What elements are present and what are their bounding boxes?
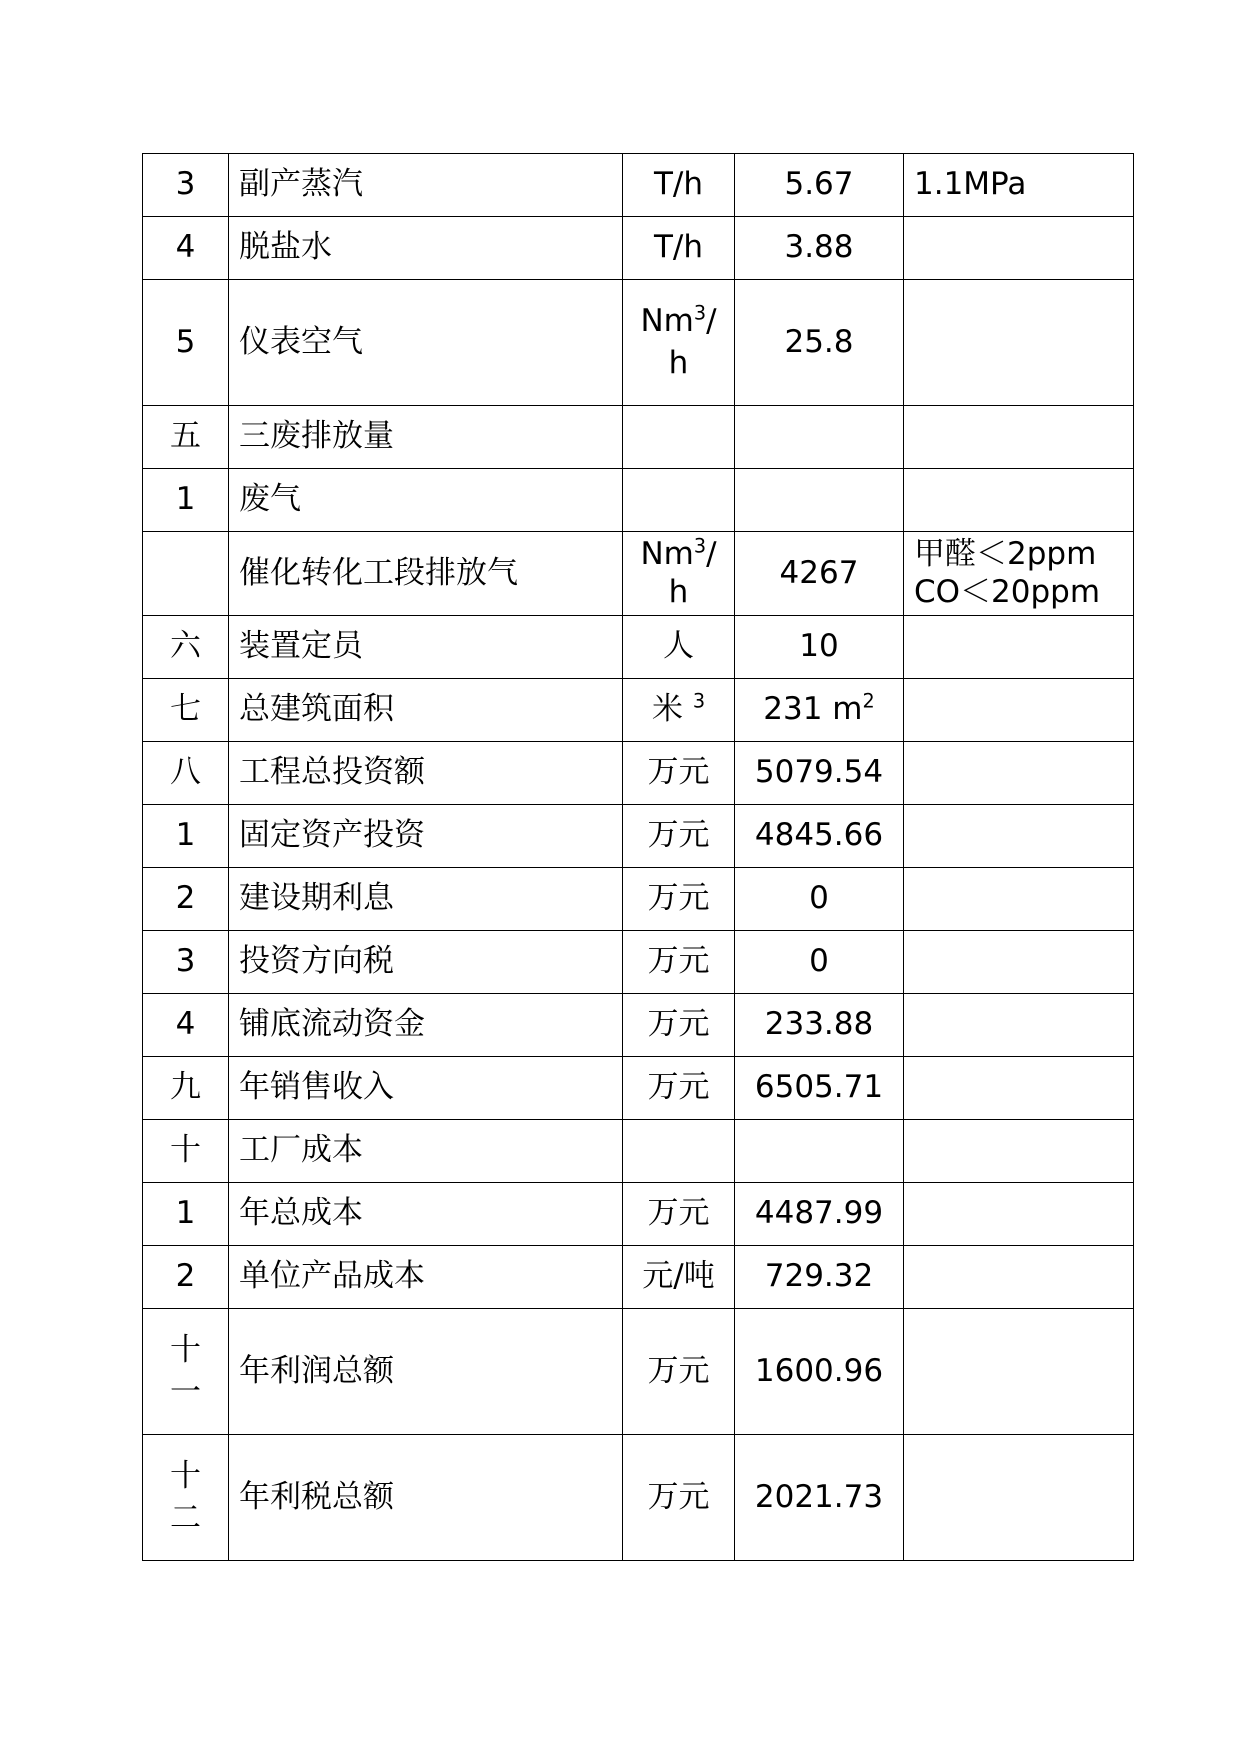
unit-base: 米 xyxy=(651,691,683,728)
item-name: 建设期利息 xyxy=(229,868,623,931)
item-name: 单位产品成本 xyxy=(229,1246,623,1309)
item-name: 年利税总额 xyxy=(229,1435,623,1561)
row-number: 3 xyxy=(143,154,229,217)
row-number: 2 xyxy=(143,868,229,931)
item-unit: 元/吨 xyxy=(623,1246,735,1309)
unit-superscript: 3 xyxy=(693,534,707,558)
item-value xyxy=(735,679,904,742)
item-unit: 万元 xyxy=(623,1183,735,1246)
table-row xyxy=(143,406,1134,469)
item-name: 催化转化工段排放气 xyxy=(229,532,623,616)
item-note xyxy=(904,994,1134,1057)
item-unit: 万元 xyxy=(623,1309,735,1435)
item-unit xyxy=(623,469,735,532)
row-number: 六 xyxy=(143,616,229,679)
unit-superscript: 3 xyxy=(692,689,706,713)
item-note xyxy=(904,616,1134,679)
table-row xyxy=(143,742,1134,805)
item-unit xyxy=(623,679,735,742)
table-row xyxy=(143,994,1134,1057)
item-unit xyxy=(623,280,735,406)
row-number: 十 xyxy=(143,1120,229,1183)
item-value: 4845.66 xyxy=(735,805,904,868)
table-row xyxy=(143,469,1134,532)
table-row xyxy=(143,1183,1134,1246)
item-value xyxy=(735,469,904,532)
note-line-2: CO＜20ppm xyxy=(914,573,1101,610)
summary-table xyxy=(142,153,1134,1561)
item-note: 1.1MPa xyxy=(904,154,1134,217)
row-number xyxy=(143,1435,229,1561)
row-number: 五 xyxy=(143,406,229,469)
row-number xyxy=(143,1309,229,1435)
table-row xyxy=(143,532,1134,616)
item-unit xyxy=(623,532,735,616)
table-row xyxy=(143,616,1134,679)
item-note xyxy=(904,805,1134,868)
row-number: 七 xyxy=(143,679,229,742)
item-name: 年销售收入 xyxy=(229,1057,623,1120)
table-row xyxy=(143,1309,1134,1435)
value-base: 231 m xyxy=(763,691,863,728)
row-number-line-2: 二 xyxy=(170,1499,201,1536)
item-name: 工厂成本 xyxy=(229,1120,623,1183)
item-unit: T/h xyxy=(623,217,735,280)
item-note xyxy=(904,1057,1134,1120)
item-value: 2021.73 xyxy=(735,1435,904,1561)
item-unit: 万元 xyxy=(623,1435,735,1561)
unit-superscript: 3 xyxy=(693,301,707,325)
item-name: 工程总投资额 xyxy=(229,742,623,805)
item-name: 三废排放量 xyxy=(229,406,623,469)
item-value: 4267 xyxy=(735,532,904,616)
item-note xyxy=(904,532,1134,616)
row-number xyxy=(143,532,229,616)
table-row xyxy=(143,1057,1134,1120)
table-row xyxy=(143,154,1134,217)
item-unit: T/h xyxy=(623,154,735,217)
item-name: 脱盐水 xyxy=(229,217,623,280)
unit-line-2: h xyxy=(668,344,689,381)
item-value xyxy=(735,406,904,469)
item-value: 0 xyxy=(735,868,904,931)
table-row xyxy=(143,679,1134,742)
item-name: 固定资产投资 xyxy=(229,805,623,868)
item-note xyxy=(904,217,1134,280)
item-unit xyxy=(623,1120,735,1183)
unit-base: Nm xyxy=(640,536,694,573)
row-number: 1 xyxy=(143,1183,229,1246)
item-note xyxy=(904,1435,1134,1561)
item-note xyxy=(904,679,1134,742)
value-superscript: 2 xyxy=(862,689,875,713)
row-number-line-2: 一 xyxy=(170,1373,201,1410)
item-unit xyxy=(623,406,735,469)
item-value: 729.32 xyxy=(735,1246,904,1309)
unit-line-2: h xyxy=(668,573,689,610)
table-row xyxy=(143,1120,1134,1183)
row-number: 1 xyxy=(143,805,229,868)
table-row xyxy=(143,868,1134,931)
item-value: 4487.99 xyxy=(735,1183,904,1246)
item-note xyxy=(904,1309,1134,1435)
item-name: 装置定员 xyxy=(229,616,623,679)
item-unit: 人 xyxy=(623,616,735,679)
unit-base: Nm xyxy=(640,302,694,339)
item-note xyxy=(904,1183,1134,1246)
item-note xyxy=(904,1246,1134,1309)
note-line-1: 甲醛＜2ppm xyxy=(914,536,1097,573)
item-value: 6505.71 xyxy=(735,1057,904,1120)
item-name: 副产蒸汽 xyxy=(229,154,623,217)
item-value: 0 xyxy=(735,931,904,994)
unit-tail: / xyxy=(706,536,717,573)
item-name: 铺底流动资金 xyxy=(229,994,623,1057)
item-value xyxy=(735,1120,904,1183)
item-note xyxy=(904,1120,1134,1183)
item-name: 总建筑面积 xyxy=(229,679,623,742)
table-row xyxy=(143,217,1134,280)
row-number: 2 xyxy=(143,1246,229,1309)
item-name: 年总成本 xyxy=(229,1183,623,1246)
row-number: 1 xyxy=(143,469,229,532)
item-name: 年利润总额 xyxy=(229,1309,623,1435)
unit-line-1 xyxy=(623,536,734,573)
item-unit: 万元 xyxy=(623,931,735,994)
item-note xyxy=(904,868,1134,931)
item-note xyxy=(904,469,1134,532)
row-number: 5 xyxy=(143,280,229,406)
item-unit: 万元 xyxy=(623,742,735,805)
item-note xyxy=(904,931,1134,994)
item-value: 1600.96 xyxy=(735,1309,904,1435)
row-number: 3 xyxy=(143,931,229,994)
item-name: 投资方向税 xyxy=(229,931,623,994)
item-value: 5.67 xyxy=(735,154,904,217)
item-note xyxy=(904,280,1134,406)
item-note xyxy=(904,406,1134,469)
item-value: 233.88 xyxy=(735,994,904,1057)
unit-tail: / xyxy=(706,302,717,339)
row-number: 4 xyxy=(143,994,229,1057)
item-value: 25.8 xyxy=(735,280,904,406)
row-number: 八 xyxy=(143,742,229,805)
item-unit: 万元 xyxy=(623,805,735,868)
item-note xyxy=(904,742,1134,805)
row-number: 九 xyxy=(143,1057,229,1120)
item-unit: 万元 xyxy=(623,1057,735,1120)
table-row xyxy=(143,805,1134,868)
row-number-line-1: 十 xyxy=(170,1331,201,1368)
table-row xyxy=(143,280,1134,406)
item-value: 10 xyxy=(735,616,904,679)
unit-line-1 xyxy=(623,301,734,343)
item-unit: 万元 xyxy=(623,994,735,1057)
item-name: 仪表空气 xyxy=(229,280,623,406)
table-row xyxy=(143,1435,1134,1561)
item-unit: 万元 xyxy=(623,868,735,931)
table-row xyxy=(143,1246,1134,1309)
row-number: 4 xyxy=(143,217,229,280)
item-value: 5079.54 xyxy=(735,742,904,805)
table-row xyxy=(143,931,1134,994)
row-number-line-1: 十 xyxy=(170,1457,201,1494)
item-name: 废气 xyxy=(229,469,623,532)
item-value: 3.88 xyxy=(735,217,904,280)
